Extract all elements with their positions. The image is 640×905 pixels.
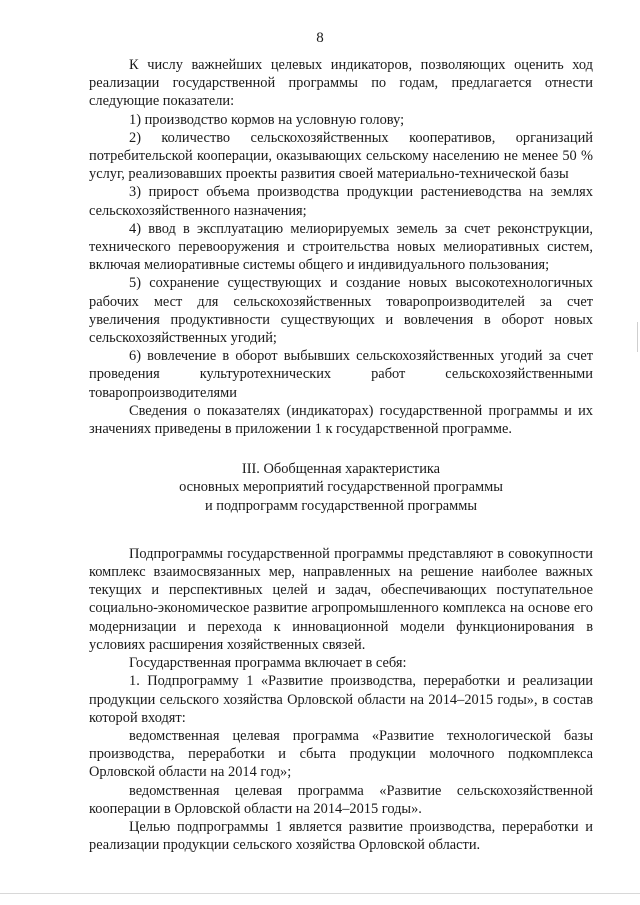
indicator-item-2: 2) количество сельскохозяйственных кооперативов, организаций потребительской кооперации, оказывающих сельскому населению не менее 50 % услуг, реализовавших проекты развития своей материально-технической базы: [89, 129, 593, 183]
departmental-program-2: ведомственная целевая программа «Развитие сельскохозяйственной кооперации в Орловской области на 2014–2015 годы».: [89, 782, 593, 817]
indicator-item-5: 5) сохранение существующих и создание новых высокотехнологичных рабочих мест для сельскохозяйственных товаропроизводителей за счет увеличения продуктивности существующих и вовлечения в оборот новых сельскохозяйственных угодий;: [89, 275, 593, 347]
subprogram-1-paragraph: 1. Подпрограмму 1 «Развитие производства, переработки и реализации продукции сельского хозяйства Орловской области на 2014–2015 годы», в состав которой входят:: [89, 673, 593, 726]
section-heading-line-3: и подпрограмм государственной программы: [204, 497, 478, 514]
indicator-item-1: 1) производство кормов на условную голову;: [129, 111, 405, 128]
subprograms-paragraph: Подпрограммы государственной программы представляют в совокупности комплекс взаимосвязанных мер, направленных на решение наиболее важных текущих и перспективных целей и задач, обеспечивающих поступательное социально-экономическое развитие агропромышленного комплекса на основе его модернизации и перехода к инновационной модели функционирования в условиях расширения хозяйственных связей.: [89, 545, 593, 653]
program-includes-paragraph: Государственная программа включает в себя:: [129, 655, 407, 672]
indicator-item-3: 3) прирост объема производства продукции растениеводства на землях сельскохозяйственного назначения;: [89, 184, 593, 219]
page-number: 8: [316, 30, 324, 46]
scan-edge-mark: [637, 322, 638, 352]
intro-paragraph: К числу важнейших целевых индикаторов, позволяющих оценить ход реализации государственной программы по годам, предлагается отнести следующие показатели:: [89, 57, 593, 110]
scan-bottom-line: [0, 893, 640, 894]
indicators-reference-paragraph: Сведения о показателях (индикаторах) государственной программы и их значениях приведены в приложении 1 к государственной программе.: [89, 402, 593, 438]
indicator-item-6: 6) вовлечение в оборот выбывших сельскохозяйственных угодий за счет проведения культуротехнических работ сельскохозяйственными товаропроизводителями: [89, 348, 593, 401]
document-body: [89, 56, 593, 854]
section-heading-line-2: основных мероприятий государственной программы: [179, 479, 503, 496]
indicator-item-4: 4) ввод в эксплуатацию мелиорируемых земель за счет реконструкции, технического перевооружения и строительства новых мелиоративных систем, включая мелиоративные системы общего и индивидуального пользования;: [89, 220, 593, 274]
departmental-program-1: ведомственная целевая программа «Развитие технологической базы производства, переработки и сбыта продукции молочного подкомплекса Орловской области на 2014 год»;: [89, 727, 593, 781]
section-heading: [89, 460, 593, 515]
subprogram-1-goal-paragraph: Целью подпрограммы 1 является развитие производства, переработки и реализации продукции сельского хозяйства Орловской области.: [89, 818, 593, 854]
section-heading-line-1: III. Обобщенная характеристика: [241, 461, 441, 478]
